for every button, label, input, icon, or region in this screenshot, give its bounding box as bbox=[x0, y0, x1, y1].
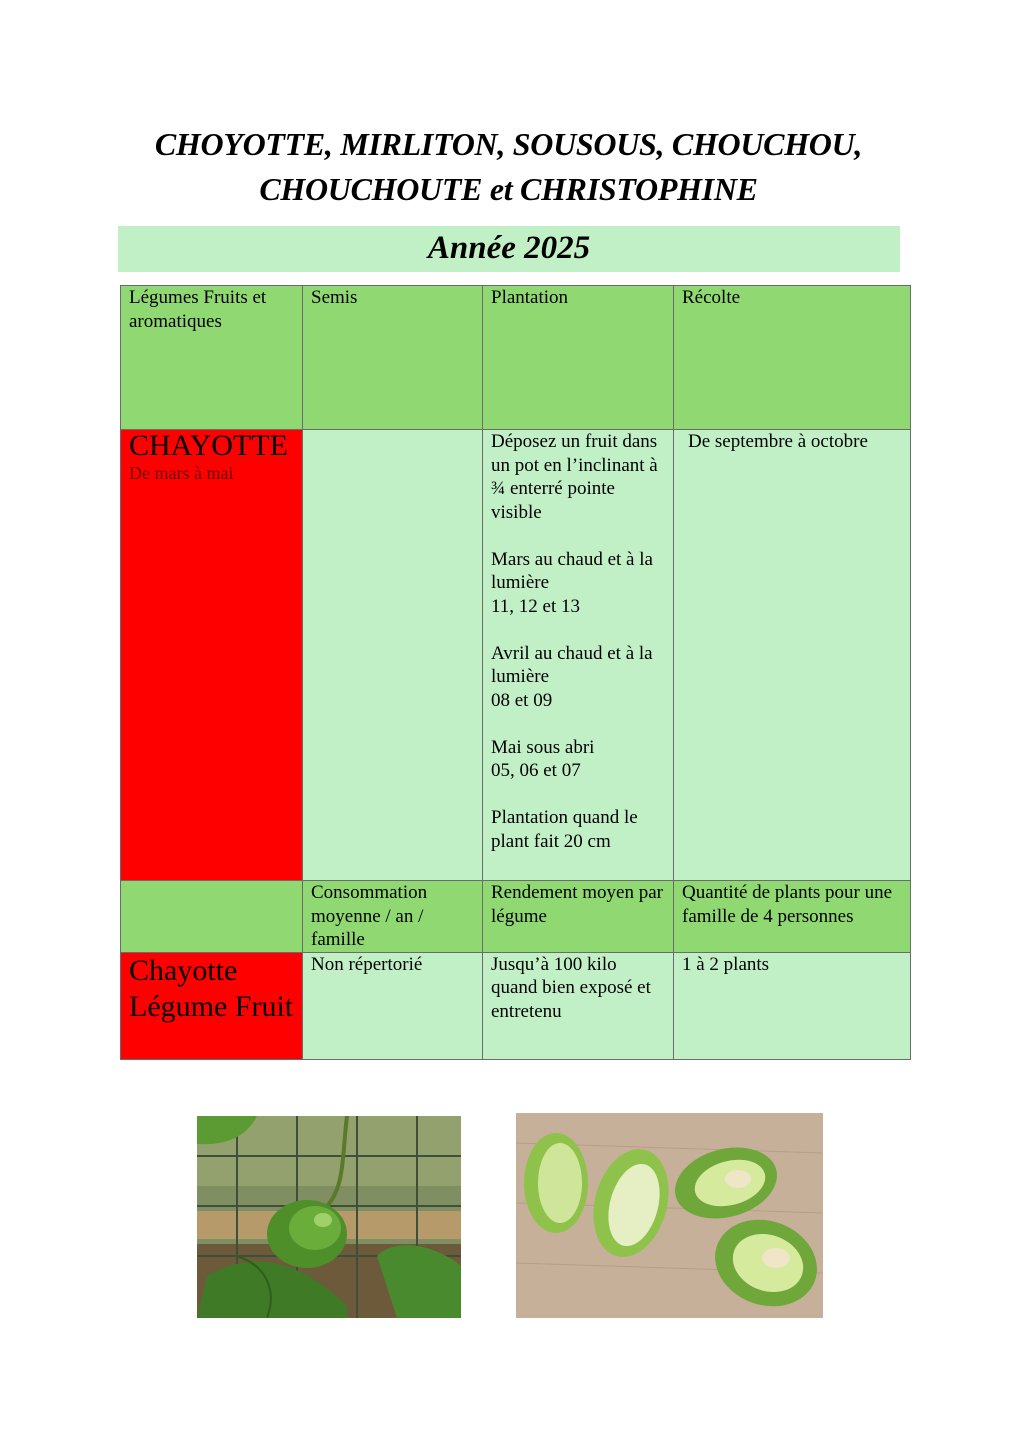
chayotte-row bbox=[121, 430, 911, 881]
vegetable-cell bbox=[121, 430, 303, 881]
chayote-plant-photo bbox=[197, 1116, 461, 1318]
info-plant-count: 1 à 2 plants bbox=[674, 952, 911, 1059]
header-row bbox=[121, 286, 911, 430]
info-header-consumption: Consommation moyenne / an / famille bbox=[303, 881, 483, 953]
plantation-step: Mai sous abri 05, 06 et 07 bbox=[491, 736, 595, 781]
header-plantation: Plantation bbox=[483, 286, 674, 430]
year-banner: Année 2025 bbox=[118, 226, 900, 272]
planting-calendar-table bbox=[120, 285, 911, 1060]
header-semis: Semis bbox=[303, 286, 483, 430]
header-recolte: Récolte bbox=[674, 286, 911, 430]
semis-cell bbox=[303, 430, 483, 881]
info-yield: Jusqu’à 100 kilo quand bien exposé et entretenu bbox=[483, 952, 674, 1059]
plantation-step: Avril au chaud et à la lumière 08 et 09 bbox=[491, 642, 653, 711]
plantation-cell bbox=[483, 430, 674, 881]
plantation-step: Déposez un fruit dans un pot en l’inclinant à ¾ enterré pointe visible bbox=[491, 431, 658, 523]
info-vegetable-name: Chayotte Légume Fruit bbox=[129, 953, 294, 1023]
recolte-cell: De septembre à octobre bbox=[674, 430, 911, 881]
vegetable-name: CHAYOTTE bbox=[129, 429, 288, 462]
info-vegetable-cell bbox=[121, 952, 303, 1059]
cut-chayote-photo bbox=[516, 1113, 823, 1318]
info-consumption: Non répertorié bbox=[303, 952, 483, 1059]
info-header-empty bbox=[121, 881, 303, 953]
plantation-step: Mars au chaud et à la lumière 11, 12 et 13 bbox=[491, 548, 653, 617]
header-vegetables: Légumes Fruits et aromatiques bbox=[121, 286, 303, 430]
plantation-step: Plantation quand le plant fait 20 cm bbox=[491, 807, 638, 852]
info-header-yield: Rendement moyen par légume bbox=[483, 881, 674, 953]
info-header-row bbox=[121, 881, 911, 953]
page-title bbox=[60, 122, 957, 212]
info-header-plant-count: Quantité de plants pour une famille de 4 personnes bbox=[674, 881, 911, 953]
title-line-1: CHOYOTTE, MIRLITON, SOUSOUS, CHOUCHOU, bbox=[154, 126, 863, 162]
vegetable-period: De mars à mai bbox=[129, 463, 234, 483]
title-line-2: CHOUCHOUTE et CHRISTOPHINE bbox=[259, 171, 758, 207]
info-row bbox=[121, 952, 911, 1059]
